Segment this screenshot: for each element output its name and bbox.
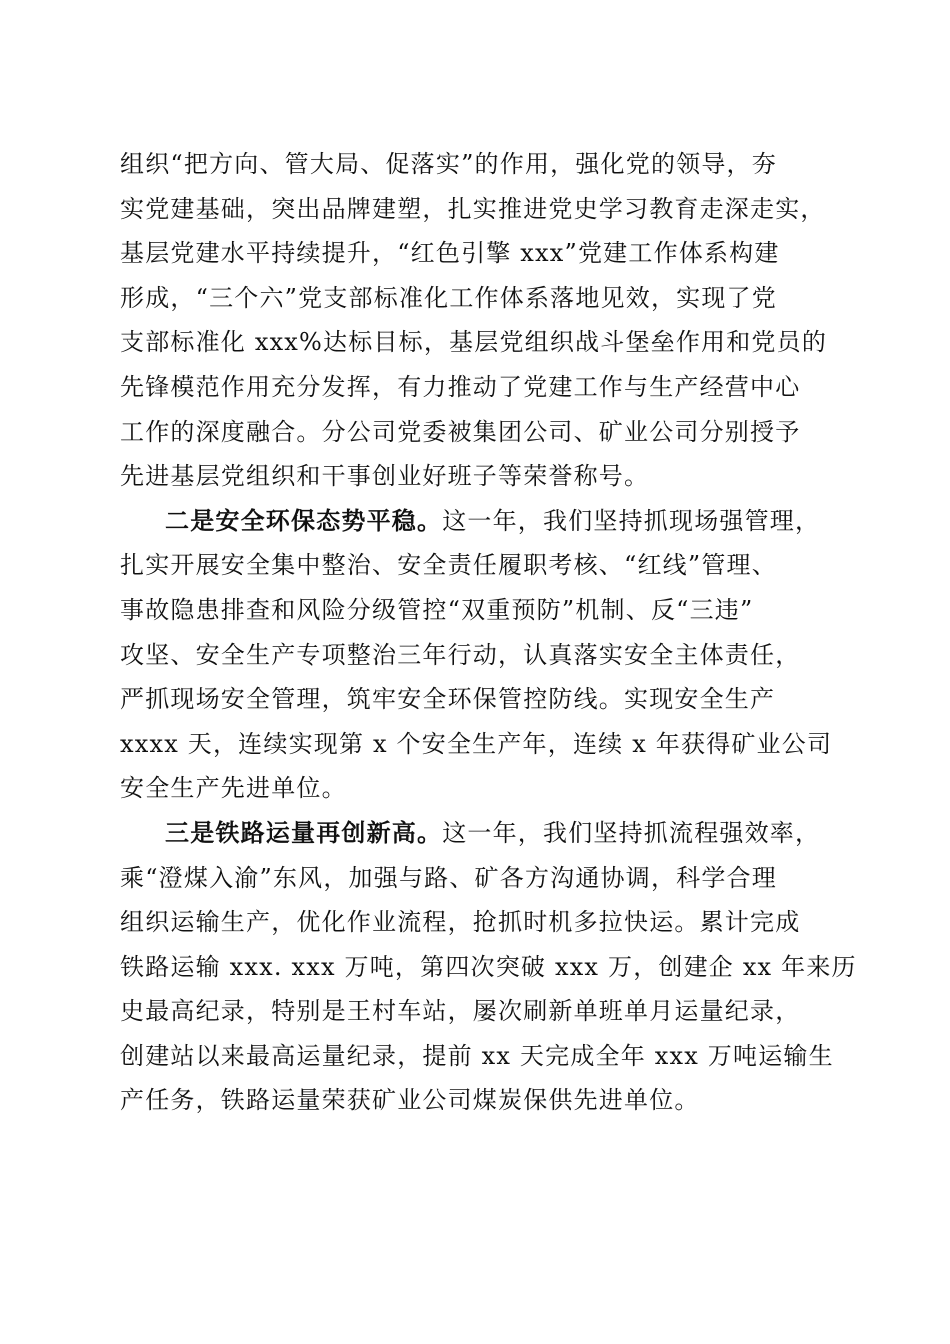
text-line: 安全生产先进单位。 — [120, 774, 347, 803]
text-line: 先进基层党组织和干事创业好班子等荣誉称号。 — [120, 462, 650, 491]
text-line: 实党建基础，突出品牌建塑，扎实推进党史学习教育走深走实， — [120, 194, 826, 223]
text-line: 支部标准化 xxx%达标目标，基层党组织战斗堡垒作用和党员的 — [120, 328, 828, 357]
paragraph-railway — [120, 811, 857, 1123]
paragraph-safety — [120, 499, 835, 811]
paragraph-first-line — [120, 811, 835, 856]
paragraph-heading: 三是铁路运量再创新高。 — [165, 817, 443, 847]
text-line: 铁路运输 xxx. xxx 万吨，第四次突破 xxx 万，创建企 xx 年来历 — [120, 952, 857, 981]
text-line: xxxx 天，连续实现第 x 个安全生产年，连续 x 年获得矿业公司 — [120, 729, 833, 758]
paragraph-party-building — [120, 142, 835, 499]
text-line: 组织“把方向、管大局、促落实”的作用，强化党的领导，夯 — [120, 150, 777, 178]
text-line: 攻坚、安全生产专项整治三年行动，认真落实安全主体责任， — [120, 640, 801, 669]
text-line: 形成，“三个六”党支部标准化工作体系落地见效，实现了党 — [120, 283, 777, 312]
text-line: 扎实开展安全集中整治、安全责任履职考核、“红线”管理、 — [120, 551, 777, 580]
paragraph-first-line — [120, 499, 835, 544]
text-line: 产任务，铁路运量荣获矿业公司煤炭保供先进单位。 — [120, 1086, 700, 1115]
text-line: 事故隐患排查和风险分级管控“双重预防”机制、反“三违” — [120, 595, 754, 624]
document-body — [120, 142, 857, 1123]
text-line: 组织运输生产，优化作业流程，抢抓时机多拉快运。累计完成 — [120, 908, 801, 937]
text-line: 工作的深度融合。分公司党委被集团公司、矿业公司分别授予 — [120, 417, 801, 446]
text-line: 先锋模范作用充分发挥，有力推动了党建工作与生产经营中心 — [120, 372, 801, 401]
text-line: 严抓现场安全管理，筑牢安全环保管控防线。实现安全生产 — [120, 685, 776, 714]
text-line: 基层党建水平持续提升，“红色引擎 xxx”党建工作体系构建 — [120, 239, 780, 268]
text-span: 这一年，我们坚持抓现场强管理， — [442, 506, 821, 535]
text-line: 创建站以来最高运量纪录，提前 xx 天完成全年 xxx 万吨运输生 — [120, 1041, 834, 1070]
text-span: 这一年，我们坚持抓流程强效率， — [442, 818, 821, 847]
text-line: 乘“澄煤入渝”东风，加强与路、矿各方沟通协调，科学合理 — [120, 863, 777, 892]
paragraph-heading: 二是安全环保态势平稳。 — [165, 505, 443, 535]
text-line: 史最高纪录，特别是王村车站，屡次刷新单班单月运量纪录， — [120, 997, 801, 1026]
